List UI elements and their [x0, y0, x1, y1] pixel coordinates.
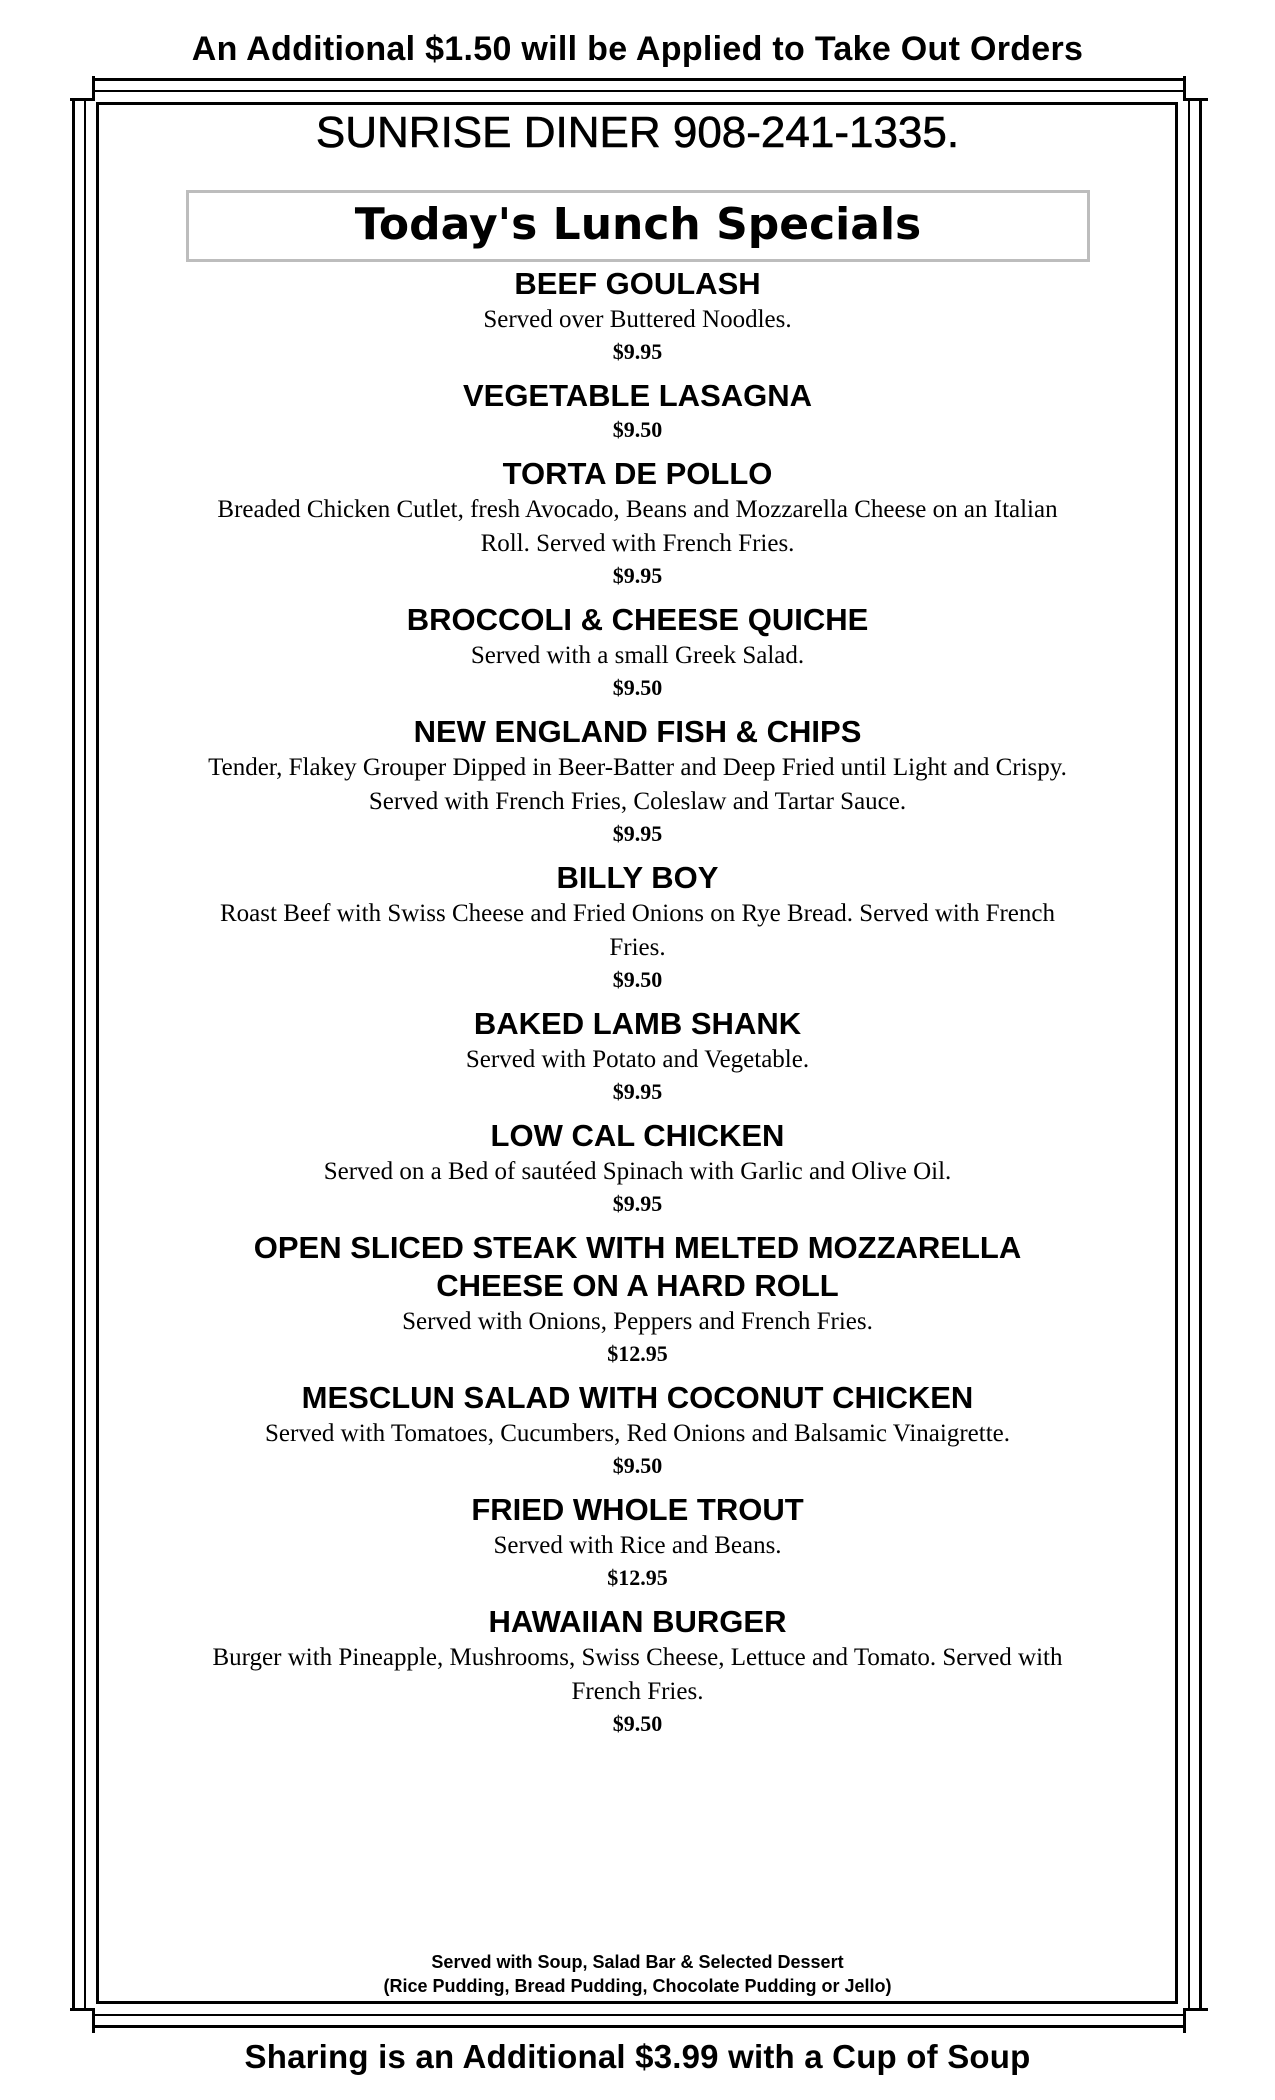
frame-corner-bottom-right	[1183, 2008, 1208, 2033]
footer-line-1: Served with Soup, Salad Bar & Selected Dessert	[431, 1952, 844, 1972]
takeout-notice: An Additional $1.50 will be Applied to Take Out Orders	[191, 30, 1084, 68]
menu-item-price: $9.50	[612, 1453, 663, 1478]
menu-item-price: $12.95	[607, 1341, 668, 1366]
frame-corner-bottom-left	[70, 2008, 95, 2033]
menu-item-description: Served on a Bed of sautéed Spinach with Garlic and Olive Oil.	[323, 1158, 952, 1185]
menu-item-description: Burger with Pineapple, Mushrooms, Swiss Cheese, Lettuce and Tomato. Served with French Fries.	[212, 1644, 1063, 1705]
menu-item	[190, 1117, 1085, 1219]
menu-item-description: Served over Buttered Noodles.	[483, 306, 792, 333]
menu-item	[190, 1379, 1085, 1481]
menu-item-description: Served with Tomatoes, Cucumbers, Red Onions and Balsamic Vinaigrette.	[265, 1420, 1010, 1447]
menu-item-price: $9.50	[612, 675, 663, 700]
menu-item-name: NEW ENGLAND FISH & CHIPS	[413, 714, 862, 749]
menu-item	[190, 377, 1085, 445]
menu-item-price: $9.50	[612, 967, 663, 992]
menu-item-name: FRIED WHOLE TROUT	[471, 1492, 804, 1527]
page-title: Today's Lunch Specials	[186, 190, 1090, 262]
menu-item-price: $9.50	[612, 417, 663, 442]
menu-item-description: Served with Onions, Peppers and French Fries.	[402, 1308, 873, 1335]
menu-item-price: $9.95	[612, 1079, 663, 1104]
specials-list	[190, 262, 1085, 1749]
menu-item-description: Served with a small Greek Salad.	[470, 642, 805, 669]
menu-item	[190, 713, 1085, 849]
menu-item	[190, 455, 1085, 591]
menu-item-description: Breaded Chicken Cutlet, fresh Avocado, Beans and Mozzarella Cheese on an Italian Roll. Served with French Fries.	[217, 496, 1058, 557]
menu-item-name: TORTA DE POLLO	[502, 456, 773, 491]
menu-item-name: VEGETABLE LASAGNA	[462, 378, 813, 413]
frame-corner-top-left	[70, 76, 95, 101]
menu-item-price: $9.95	[612, 821, 663, 846]
menu-item	[190, 859, 1085, 995]
menu-item-price: $12.95	[607, 1565, 668, 1590]
menu-item	[190, 265, 1085, 367]
menu-item-description: Roast Beef with Swiss Cheese and Fried Onions on Rye Bread. Served with French Fries.	[220, 900, 1055, 961]
menu-item	[190, 1005, 1085, 1107]
menu-item-name: BAKED LAMB SHANK	[473, 1006, 802, 1041]
diner-name-phone: SUNRISE DINER 908-241-1335.	[315, 108, 960, 157]
menu-item-name: MESCLUN SALAD WITH COCONUT CHICKEN	[301, 1380, 974, 1415]
menu-item-description: Tender, Flakey Grouper Dipped in Beer-Batter and Deep Fried until Light and Crispy. Served with French Fries, Coleslaw and Tartar Sauce.	[208, 754, 1067, 815]
menu-item-description: Served with Potato and Vegetable.	[465, 1046, 810, 1073]
menu-item-price: $9.50	[612, 1711, 663, 1736]
menu-item-price: $9.95	[612, 563, 663, 588]
footer-note	[0, 1950, 1275, 1998]
menu-item	[190, 1491, 1085, 1593]
menu-item-description: Served with Rice and Beans.	[493, 1532, 782, 1559]
menu-item-name: BEEF GOULASH	[514, 266, 761, 301]
menu-item-price: $9.95	[612, 339, 663, 364]
menu-item-name: BROCCOLI & CHEESE QUICHE	[406, 602, 869, 637]
menu-item-name: OPEN SLICED STEAK WITH MELTED MOZZARELLA CHEESE ON A HARD ROLL	[253, 1230, 1022, 1303]
menu-item	[190, 1603, 1085, 1739]
menu-item-price: $9.95	[612, 1191, 663, 1216]
sharing-notice: Sharing is an Additional $3.99 with a Cup of Soup	[244, 2038, 1031, 2075]
menu-item-name: LOW CAL CHICKEN	[490, 1118, 785, 1153]
footer-line-2: (Rice Pudding, Bread Pudding, Chocolate Pudding or Jello)	[383, 1976, 892, 1996]
menu-item	[190, 601, 1085, 703]
menu-item	[190, 1229, 1085, 1369]
menu-item-name: HAWAIIAN BURGER	[488, 1604, 787, 1639]
menu-item-name: BILLY BOY	[556, 860, 719, 895]
frame-corner-top-right	[1183, 76, 1208, 101]
